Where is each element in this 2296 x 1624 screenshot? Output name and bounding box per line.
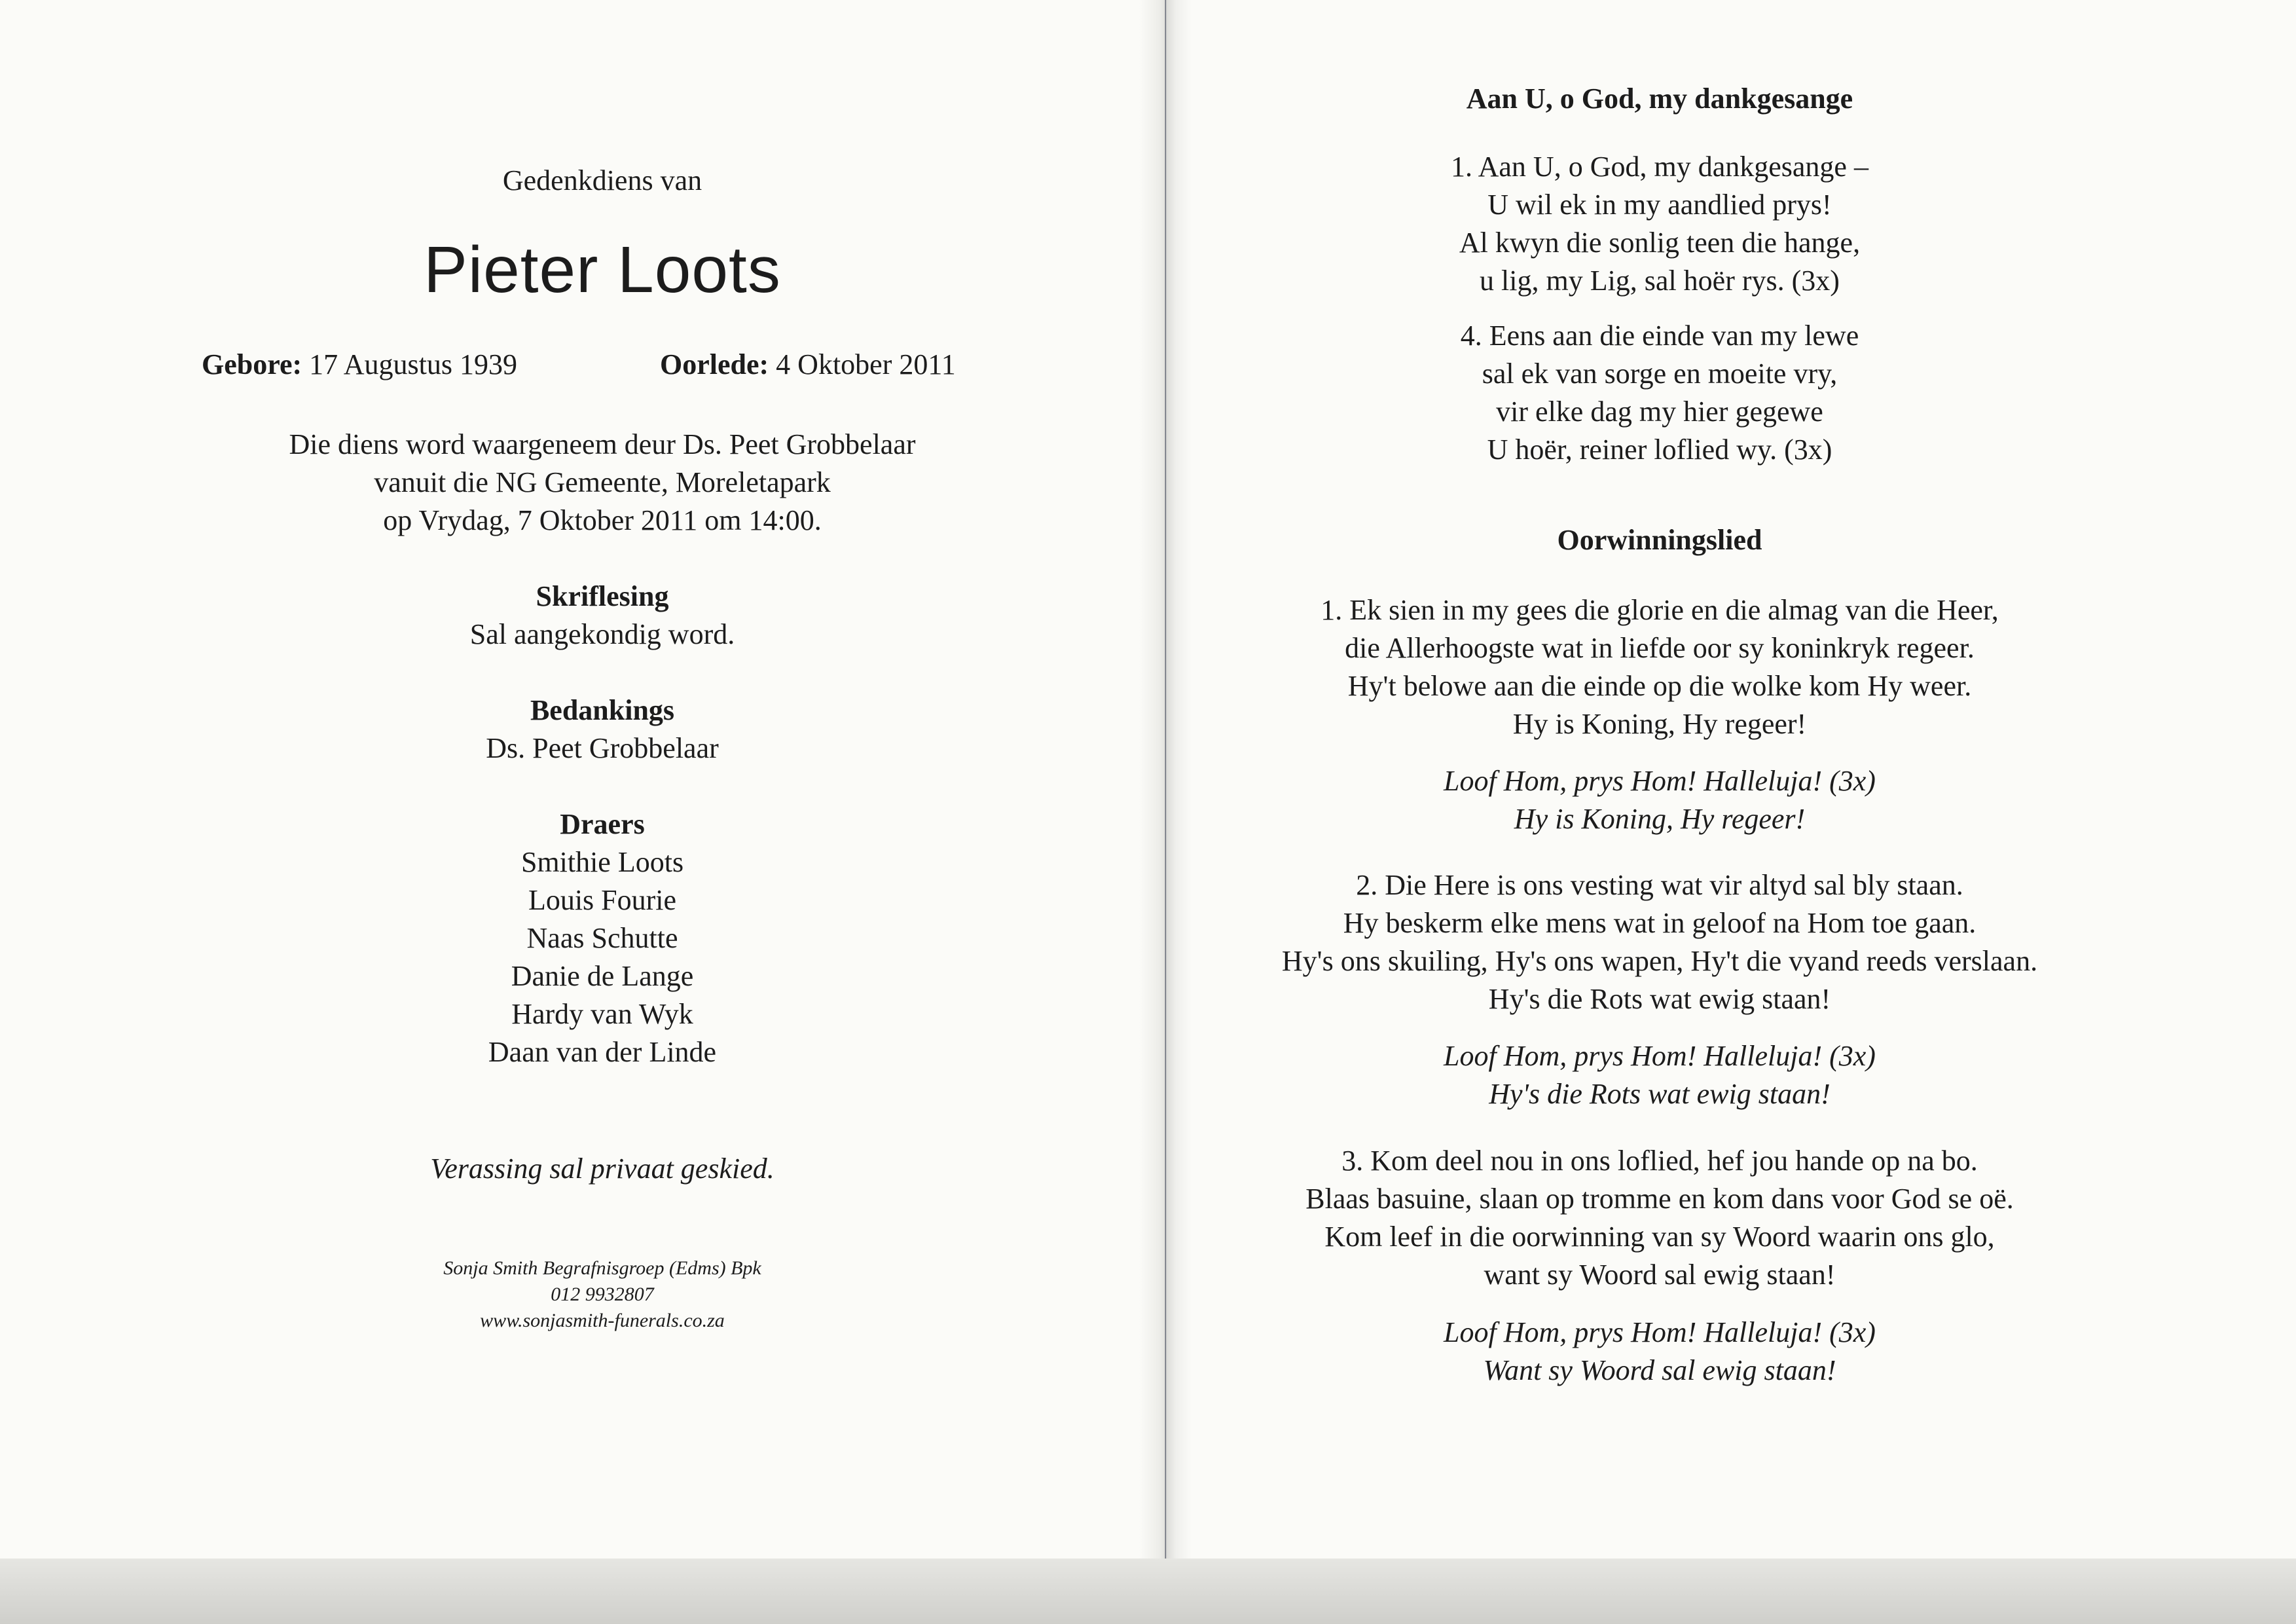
chorus-line: Loof Hom, prys Hom! Halleluja! (3x) xyxy=(1444,1040,1876,1072)
service-line: op Vrydag, 7 Oktober 2011 om 14:00. xyxy=(383,504,822,536)
hymn1-verse1 xyxy=(1178,148,2141,300)
hymn1-title: Aan U, o God, my dankgesange xyxy=(1466,83,1853,115)
thanks-text: Ds. Peet Grobbelaar xyxy=(486,732,719,764)
bearer-name: Hardy van Wyk xyxy=(511,998,693,1030)
hymn1-verse4 xyxy=(1178,317,2141,469)
scripture-text: Sal aangekondig word. xyxy=(469,618,735,650)
right-page xyxy=(1178,0,2296,1559)
funeral-home-phone: 012 9932807 xyxy=(551,1283,654,1305)
bearers-list xyxy=(0,843,1205,1071)
lyric-line: sal ek van sorge en moeite vry, xyxy=(1482,358,1838,390)
funeral-home-info xyxy=(0,1255,1205,1334)
hymn2-title: Oorwinningslied xyxy=(1557,524,1762,556)
lyric-line: 2. Die Here is ons vesting wat vir altyd sal bly staan. xyxy=(1356,869,1963,901)
bearer-name: Daan van der Linde xyxy=(488,1036,717,1068)
lyric-line: Hy beskerm elke mens wat in geloof na Hom toe gaan. xyxy=(1343,907,1977,939)
chorus-line: Hy is Koning, Hy regeer! xyxy=(1514,803,1806,835)
lyric-line: 3. Kom deel nou in ons loflied, hef jou hande op na bo. xyxy=(1341,1145,1978,1177)
bearer-name: Naas Schutte xyxy=(526,922,678,954)
scan-bottom-edge xyxy=(0,1559,2296,1624)
chorus-line: Loof Hom, prys Hom! Halleluja! (3x) xyxy=(1444,1316,1876,1348)
thanks-heading: Bedankings xyxy=(530,694,675,726)
lyric-line: 4. Eens aan die einde van my lewe xyxy=(1460,320,1859,352)
hymn2-verse3 xyxy=(1178,1142,2141,1294)
scripture-heading: Skriflesing xyxy=(536,580,669,612)
hymn2-chorus2 xyxy=(1178,1037,2141,1113)
lyric-line: want sy Woord sal ewig staan! xyxy=(1484,1259,1836,1291)
hymn2-chorus1 xyxy=(1178,762,2141,838)
died-label: Oorlede: xyxy=(660,348,769,380)
funeral-home-website: www.sonjasmith-funerals.co.za xyxy=(480,1310,725,1331)
bearer-name: Danie de Lange xyxy=(511,960,694,992)
lyric-line: U wil ek in my aandlied prys! xyxy=(1487,189,1832,221)
born-date: 17 Augustus 1939 xyxy=(309,348,517,380)
deceased-name: Pieter Loots xyxy=(424,233,781,306)
lyric-line: Blaas basuine, slaan op tromme en kom dans voor God se oë. xyxy=(1305,1183,2014,1215)
death-info xyxy=(660,346,956,384)
lyric-line: 1. Aan U, o God, my dankgesange – xyxy=(1451,151,1868,183)
chorus-line: Loof Hom, prys Hom! Halleluja! (3x) xyxy=(1444,765,1876,797)
service-line: Die diens word waargeneem deur Ds. Peet Grobbelaar xyxy=(289,428,916,460)
hymn2-verse1 xyxy=(1178,591,2141,743)
funeral-home-name: Sonja Smith Begrafnisgroep (Edms) Bpk xyxy=(443,1257,761,1279)
lyric-line: Hy't belowe aan die einde op die wolke kom Hy weer. xyxy=(1347,670,1972,702)
bearer-name: Smithie Loots xyxy=(520,846,684,878)
service-details xyxy=(0,426,1205,540)
bearers-heading: Draers xyxy=(560,808,645,840)
hymn2-chorus3 xyxy=(1178,1314,2141,1390)
lyric-line: Hy is Koning, Hy regeer! xyxy=(1512,708,1807,740)
cremation-note: Verassing sal privaat geskied. xyxy=(430,1153,774,1185)
memorial-intro: Gedenkdiens van xyxy=(502,164,702,196)
birth-info xyxy=(202,346,517,384)
died-date: 4 Oktober 2011 xyxy=(776,348,956,380)
lyric-line: vir elke dag my hier gegewe xyxy=(1496,396,1823,428)
lyric-line: Hy's die Rots wat ewig staan! xyxy=(1488,983,1831,1015)
lyric-line: u lig, my Lig, sal hoër rys. (3x) xyxy=(1480,265,1840,297)
lyric-line: 1. Ek sien in my gees die glorie en die almag van die Heer, xyxy=(1321,594,1999,626)
chorus-line: Want sy Woord sal ewig staan! xyxy=(1483,1354,1836,1386)
chorus-line: Hy's die Rots wat ewig staan! xyxy=(1489,1078,1831,1110)
left-page xyxy=(0,0,1152,1559)
lyric-line: Kom leef in die oorwinning van sy Woord waarin ons glo, xyxy=(1324,1221,1995,1253)
service-line: vanuit die NG Gemeente, Moreletapark xyxy=(374,466,831,498)
bearer-name: Louis Fourie xyxy=(528,884,677,916)
lyric-line: Hy's ons skuiling, Hy's ons wapen, Hy't die vyand reeds verslaan. xyxy=(1281,945,2038,977)
lyric-line: U hoër, reiner loflied wy. (3x) xyxy=(1487,434,1832,466)
hymn2-verse2 xyxy=(1178,866,2141,1018)
lyric-line: die Allerhoogste wat in liefde oor sy koninkryk regeer. xyxy=(1345,632,1975,664)
born-label: Gebore: xyxy=(202,348,302,380)
lyric-line: Al kwyn die sonlig teen die hange, xyxy=(1459,227,1861,259)
